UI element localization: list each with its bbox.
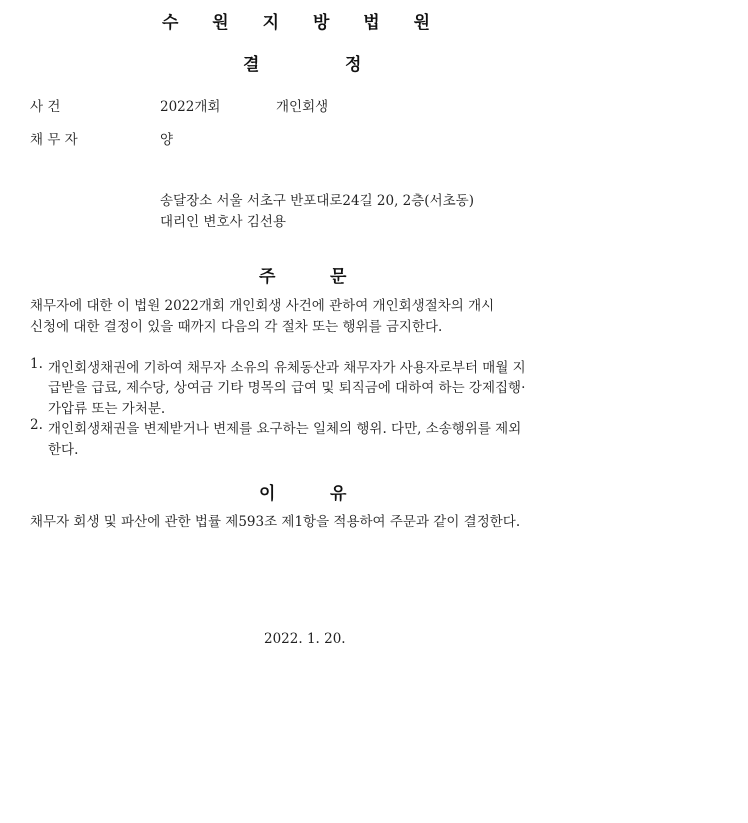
order-item-1-line-3: 가압류 또는 가처분. <box>48 401 166 417</box>
document-type-char-2: 정 <box>345 55 362 75</box>
reason-heading-char-1: 이 <box>259 484 276 504</box>
document-type-char-1: 결 <box>243 55 260 75</box>
order-item-1-line-1: 개인회생채권에 기하여 채무자 소유의 유체동산과 채무자가 사용자로부터 매월 지 <box>48 360 526 376</box>
case-name: 개인회생 <box>276 99 329 115</box>
order-item-1-line-2: 급받을 급료, 제수당, 상여금 기타 명목의 급여 및 퇴직금에 대하여 하는 강제집행· <box>48 380 526 396</box>
order-item-2-line-2: 한다. <box>48 442 79 458</box>
order-intro-line-2: 신청에 대한 결정이 있을 때까지 다음의 각 절차 또는 행위를 금지한다. <box>30 319 443 335</box>
order-item-number: 2. <box>30 417 43 433</box>
case-label: 사 건 <box>30 99 61 115</box>
order-item-2-line-1: 개인회생채권을 변제받거나 변제를 요구하는 일체의 행위. 다만, 소송행위를 제외 <box>48 421 522 437</box>
order-intro-line-1: 채무자에 대한 이 법원 2022개회 개인회생 사건에 관하여 개인회생절차의 개시 <box>30 298 495 314</box>
decision-date: 2022. 1. 20. <box>264 631 346 647</box>
debtor-name: 양 <box>160 132 174 148</box>
order-heading-char-1: 주 <box>259 267 276 287</box>
service-address: 송달장소 서울 서초구 반포대로24길 20, 2층(서초동) <box>160 193 474 209</box>
reason-text: 채무자 회생 및 파산에 관한 법률 제593조 제1항을 적용하여 주문과 같이 결정한다. <box>30 514 521 530</box>
case-number: 2022개회 <box>160 99 221 115</box>
order-heading-char-2: 문 <box>330 267 347 287</box>
reason-heading-char-2: 유 <box>330 484 347 504</box>
legal-agent: 대리인 변호사 김선용 <box>160 214 286 230</box>
debtor-label: 채 무 자 <box>30 132 78 148</box>
order-item-number: 1. <box>30 356 43 372</box>
court-name: 수 원 지 방 법 원 <box>161 13 445 33</box>
